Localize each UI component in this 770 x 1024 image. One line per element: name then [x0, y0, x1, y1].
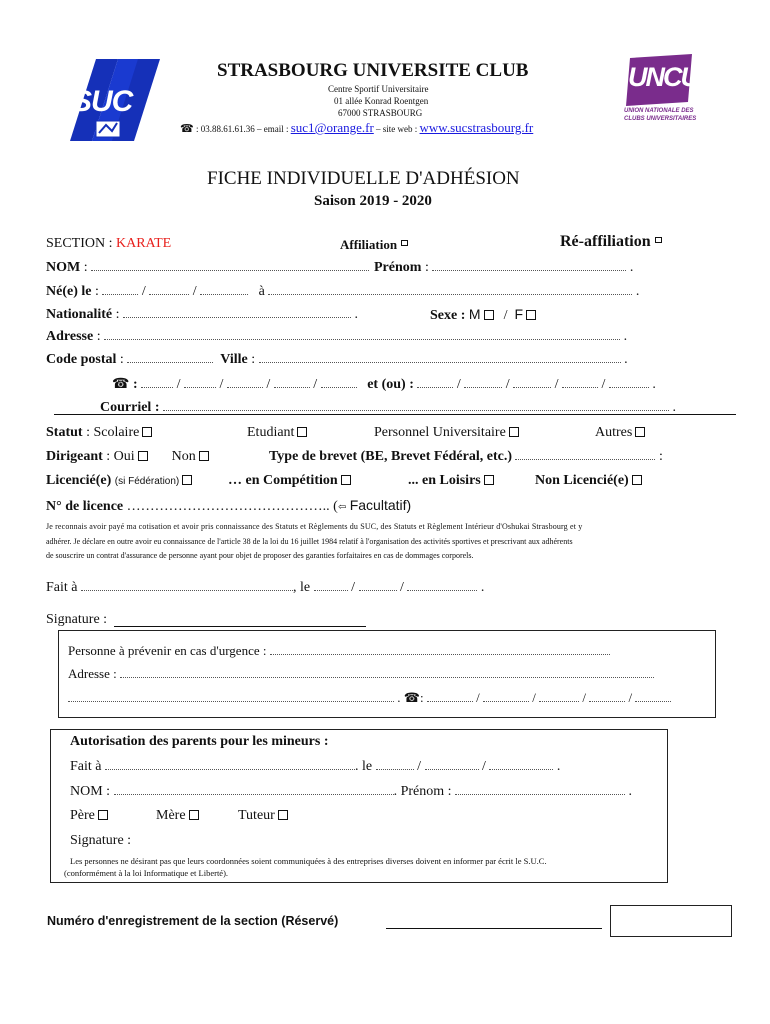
pere-checkbox[interactable]	[98, 810, 108, 820]
oui-label: Oui	[113, 449, 135, 464]
competition-label: … en Compétition	[228, 473, 338, 488]
scolaire-label: Scolaire	[93, 425, 140, 440]
courriel-row: Courriel : .	[100, 400, 676, 415]
parents-prenom-label: . Prénom :	[393, 784, 452, 799]
phone-icon-form: ☎	[112, 377, 130, 392]
parents-notice-line-1: Les personnes ne désirant pas que leurs coordonnées soient communiquées à des entreprises diverses doivent en informer par écrit le S.U.C.	[70, 856, 547, 866]
courriel-label: Courriel :	[100, 400, 160, 415]
postal-label: Code postal	[46, 352, 117, 367]
parents-nom-field[interactable]	[114, 785, 394, 795]
birth-year-field[interactable]	[200, 285, 248, 295]
suc-logo	[66, 55, 162, 145]
signature-row	[46, 612, 107, 628]
form-title: FICHE INDIVIDUELLE D'ADHÉSION	[207, 168, 520, 189]
urgence-address-field[interactable]	[120, 668, 654, 678]
loisirs-option	[408, 473, 497, 489]
loisirs-label: ... en Loisirs	[408, 473, 481, 488]
nationality-row: Nationalité : .	[46, 307, 358, 322]
phone1-part4[interactable]	[274, 378, 310, 388]
numero-line[interactable]	[386, 928, 602, 929]
birth-row: Né(e) le : / / à .	[46, 284, 640, 299]
etudiant-option	[247, 425, 310, 441]
birthdate-label: Né(e) le	[46, 284, 92, 299]
parents-tuteur-option	[238, 808, 291, 824]
numero-box[interactable]	[610, 905, 732, 937]
section-value: KARATE	[116, 236, 172, 251]
birthplace-label: à	[258, 284, 265, 299]
birthplace-field[interactable]	[268, 285, 632, 295]
non-label: Non	[171, 449, 196, 464]
dirigeant-label: Dirigeant	[46, 449, 103, 464]
contact-line	[180, 120, 533, 136]
uncu-logo-sub-2: CLUBS UNIVERSITAIRES	[624, 116, 697, 122]
parents-fait-field[interactable]	[105, 760, 355, 770]
phone2-part3[interactable]	[513, 378, 551, 388]
et-ou-label: et (ou)	[367, 377, 406, 392]
reaffiliation-checkbox[interactable]	[655, 237, 662, 243]
facultatif-label: Facultatif)	[349, 497, 412, 513]
competition-option	[228, 473, 354, 489]
phone-row: ☎ : / / / / et (ou) : / / / / .	[112, 377, 656, 392]
address-line-1: Centre Sportif Universitaire	[328, 84, 429, 94]
phone2-part4[interactable]	[562, 378, 598, 388]
sexe-m-label: M	[468, 306, 481, 322]
sexe-f-checkbox[interactable]	[526, 310, 536, 320]
urgence-phone-part5[interactable]	[635, 692, 671, 702]
birth-day-field[interactable]	[102, 285, 138, 295]
nom-label: NOM	[46, 260, 81, 275]
urgence-person-field[interactable]	[270, 645, 610, 655]
parents-date-year[interactable]	[489, 760, 553, 770]
parents-date-day[interactable]	[376, 760, 414, 770]
season-title: Saison 2019 - 2020	[314, 193, 432, 209]
courriel-divider	[54, 414, 736, 415]
parents-notice-line-2: (conformément à la loi Informatique et Liberté).	[64, 868, 229, 878]
sexe-label: Sexe :	[430, 308, 466, 323]
numero-label: Numéro d'enregistrement de la section (Réservé)	[47, 914, 339, 928]
fait-a-label: Fait à	[46, 580, 78, 595]
non-checkbox[interactable]	[199, 451, 209, 461]
prenom-label: Prénom	[374, 260, 422, 275]
parents-date-month[interactable]	[425, 760, 479, 770]
phone2-part5[interactable]	[609, 378, 649, 388]
mere-checkbox[interactable]	[189, 810, 199, 820]
declaration-article: Je déclare en outre avoir eu connaissance de l'article 38 de la loi du 16 juillet 1984 relatif à l'organisation des activités sportives et prescrivant aux adhérents	[73, 537, 573, 546]
tuteur-label: Tuteur	[238, 808, 275, 823]
autres-checkbox[interactable]	[635, 427, 645, 437]
autres-label: Autres	[595, 425, 633, 440]
urgence-phone-icon: ☎	[403, 690, 420, 705]
sexe-f-label: F	[514, 306, 524, 322]
declaration-line-3: de souscrire un contrat d'assurance de personne ayant pour objet de proposer des garanties forfaitaires en cas de dommages corporels.	[46, 551, 474, 560]
site-label: – site web :	[376, 124, 418, 134]
oui-checkbox[interactable]	[138, 451, 148, 461]
statut-row: Statut : Scolaire	[46, 425, 155, 441]
phone2-part2[interactable]	[464, 378, 502, 388]
parents-title: Autorisation des parents pour les mineurs :	[70, 734, 329, 749]
phone1-part1[interactable]	[141, 378, 173, 388]
etudiant-label: Etudiant	[247, 425, 295, 440]
signature-label: Signature :	[46, 612, 108, 627]
mere-label: Mère	[156, 808, 186, 823]
nom-field[interactable]	[91, 261, 369, 271]
email-link[interactable]: suc1@orange.fr	[290, 120, 374, 135]
autres-option	[595, 425, 648, 441]
non-licencie-option	[535, 473, 645, 489]
brevet-field[interactable]	[515, 450, 655, 460]
affiliation-checkbox[interactable]	[401, 240, 408, 246]
urgence-phone-row: . ☎: / / / /	[68, 690, 671, 706]
affiliation-option[interactable]	[340, 237, 408, 253]
urgence-address-field-2[interactable]	[68, 692, 394, 702]
urgence-phone-part2[interactable]	[483, 692, 529, 702]
urgence-phone-part4[interactable]	[589, 692, 625, 702]
parents-fait-row: Fait à . le / / .	[70, 759, 561, 774]
parents-mere-option	[156, 808, 202, 824]
parents-nom-row: NOM : . Prénom : .	[70, 784, 633, 799]
licence-row: N° de licence …………………………………….. (⇦ Facultatif)	[46, 497, 412, 514]
phone-text: : 03.88.61.61.36 – email :	[195, 124, 289, 134]
uncu-logo-sub-1: UNION NATIONALE DES	[624, 108, 694, 114]
licence-field[interactable]: ……………………………………..	[126, 499, 330, 514]
pere-label: Père	[70, 808, 95, 823]
reaffiliation-option[interactable]	[560, 233, 662, 251]
sexe-m-checkbox[interactable]	[484, 310, 494, 320]
urgence-address-row	[68, 666, 654, 682]
declaration-line-1: Je reconnais avoir payé ma cotisation et avoir pris connaissance des Statuts et Règlements du SUC, des Statuts et Règlement Intérieur d'Oshukai Strasbourg et y	[46, 522, 583, 531]
phone1-part2[interactable]	[184, 378, 216, 388]
date-month-field[interactable]	[359, 581, 397, 591]
licencie-row	[46, 473, 195, 489]
courriel-field[interactable]	[163, 401, 669, 411]
brevet-row: Type de brevet (BE, Brevet Fédéral, etc.) :	[269, 449, 663, 464]
parents-prenom-field[interactable]	[455, 785, 625, 795]
non-licencie-checkbox[interactable]	[632, 475, 642, 485]
date-day-field[interactable]	[314, 581, 348, 591]
dirigeant-row: Dirigeant : Oui Non	[46, 449, 212, 465]
prenom-row: Prénom : .	[374, 260, 634, 275]
licencie-checkbox[interactable]	[182, 475, 192, 485]
postal-row: Code postal : Ville : .	[46, 352, 628, 367]
parents-le-label: . le	[355, 759, 373, 774]
address-row: Adresse : .	[46, 329, 628, 344]
tuteur-checkbox[interactable]	[278, 810, 288, 820]
city-label: Ville	[220, 352, 248, 367]
website-link[interactable]: www.sucstrasbourg.fr	[419, 120, 534, 135]
parents-nom-label: NOM :	[70, 784, 111, 799]
declaration-line-2	[46, 537, 573, 546]
statut-label: Statut	[46, 425, 83, 440]
licence-label: N° de licence	[46, 499, 124, 514]
declaration-adherer: adhérer.	[46, 537, 72, 546]
personnel-option	[374, 425, 522, 441]
urgence-person-row	[68, 643, 610, 659]
section-label: SECTION :	[46, 236, 113, 251]
brevet-label: Type de brevet (BE, Brevet Fédéral, etc.)	[269, 449, 512, 464]
city-field[interactable]	[259, 353, 621, 363]
urgence-phone-part1[interactable]	[427, 692, 473, 702]
phone1-part3[interactable]	[227, 378, 263, 388]
competition-checkbox[interactable]	[341, 475, 351, 485]
loisirs-checkbox[interactable]	[484, 475, 494, 485]
suc-logo-text: SUC	[72, 85, 133, 118]
urgence-address-label: Adresse :	[68, 666, 117, 681]
address-label: Adresse	[46, 329, 94, 344]
fait-a-row: Fait à , le / / .	[46, 580, 485, 595]
address-field[interactable]	[104, 330, 620, 340]
phone-icon: ☎	[180, 123, 194, 135]
arrow-left-icon: ⇦	[337, 502, 347, 513]
non-licencie-label: Non Licencié(e)	[535, 473, 629, 488]
urgence-person-label: Personne à prévenir en cas d'urgence :	[68, 643, 267, 658]
etudiant-checkbox[interactable]	[297, 427, 307, 437]
parents-pere-option	[70, 808, 111, 824]
uncu-logo	[620, 52, 700, 128]
le-label: , le	[293, 580, 311, 595]
sexe-row: Sexe : M / F	[430, 306, 539, 324]
address-line-2: 01 allée Konrad Roentgen	[334, 96, 429, 106]
fait-a-field[interactable]	[81, 581, 293, 591]
postal-field[interactable]	[127, 353, 213, 363]
phone2-part1[interactable]	[417, 378, 453, 388]
parents-fait-label: Fait à	[70, 759, 102, 774]
date-year-field[interactable]	[407, 581, 477, 591]
nationality-field[interactable]	[123, 308, 351, 318]
club-name: STRASBOURG UNIVERSITE CLUB	[217, 60, 529, 81]
reaffiliation-label: Ré-affiliation	[560, 233, 651, 250]
nationality-label: Nationalité	[46, 307, 113, 322]
affiliation-label: Affiliation	[340, 237, 398, 252]
scolaire-checkbox[interactable]	[142, 427, 152, 437]
personnel-label: Personnel Universitaire	[374, 425, 506, 440]
prenom-field[interactable]	[432, 261, 626, 271]
birth-month-field[interactable]	[149, 285, 189, 295]
personnel-checkbox[interactable]	[509, 427, 519, 437]
address-line-3: 67000 STRASBOURG	[338, 108, 423, 118]
parents-signature: Signature :	[70, 833, 132, 848]
section-row	[46, 236, 171, 252]
urgence-phone-part3[interactable]	[539, 692, 579, 702]
licencie-label: Licencié(e)	[46, 473, 112, 488]
phone1-part5[interactable]	[321, 378, 357, 388]
nom-row: NOM :	[46, 260, 369, 276]
signature-line[interactable]	[114, 626, 366, 627]
uncu-logo-text: UNCU	[628, 62, 698, 92]
si-federation-label: (si Fédération)	[114, 476, 180, 487]
